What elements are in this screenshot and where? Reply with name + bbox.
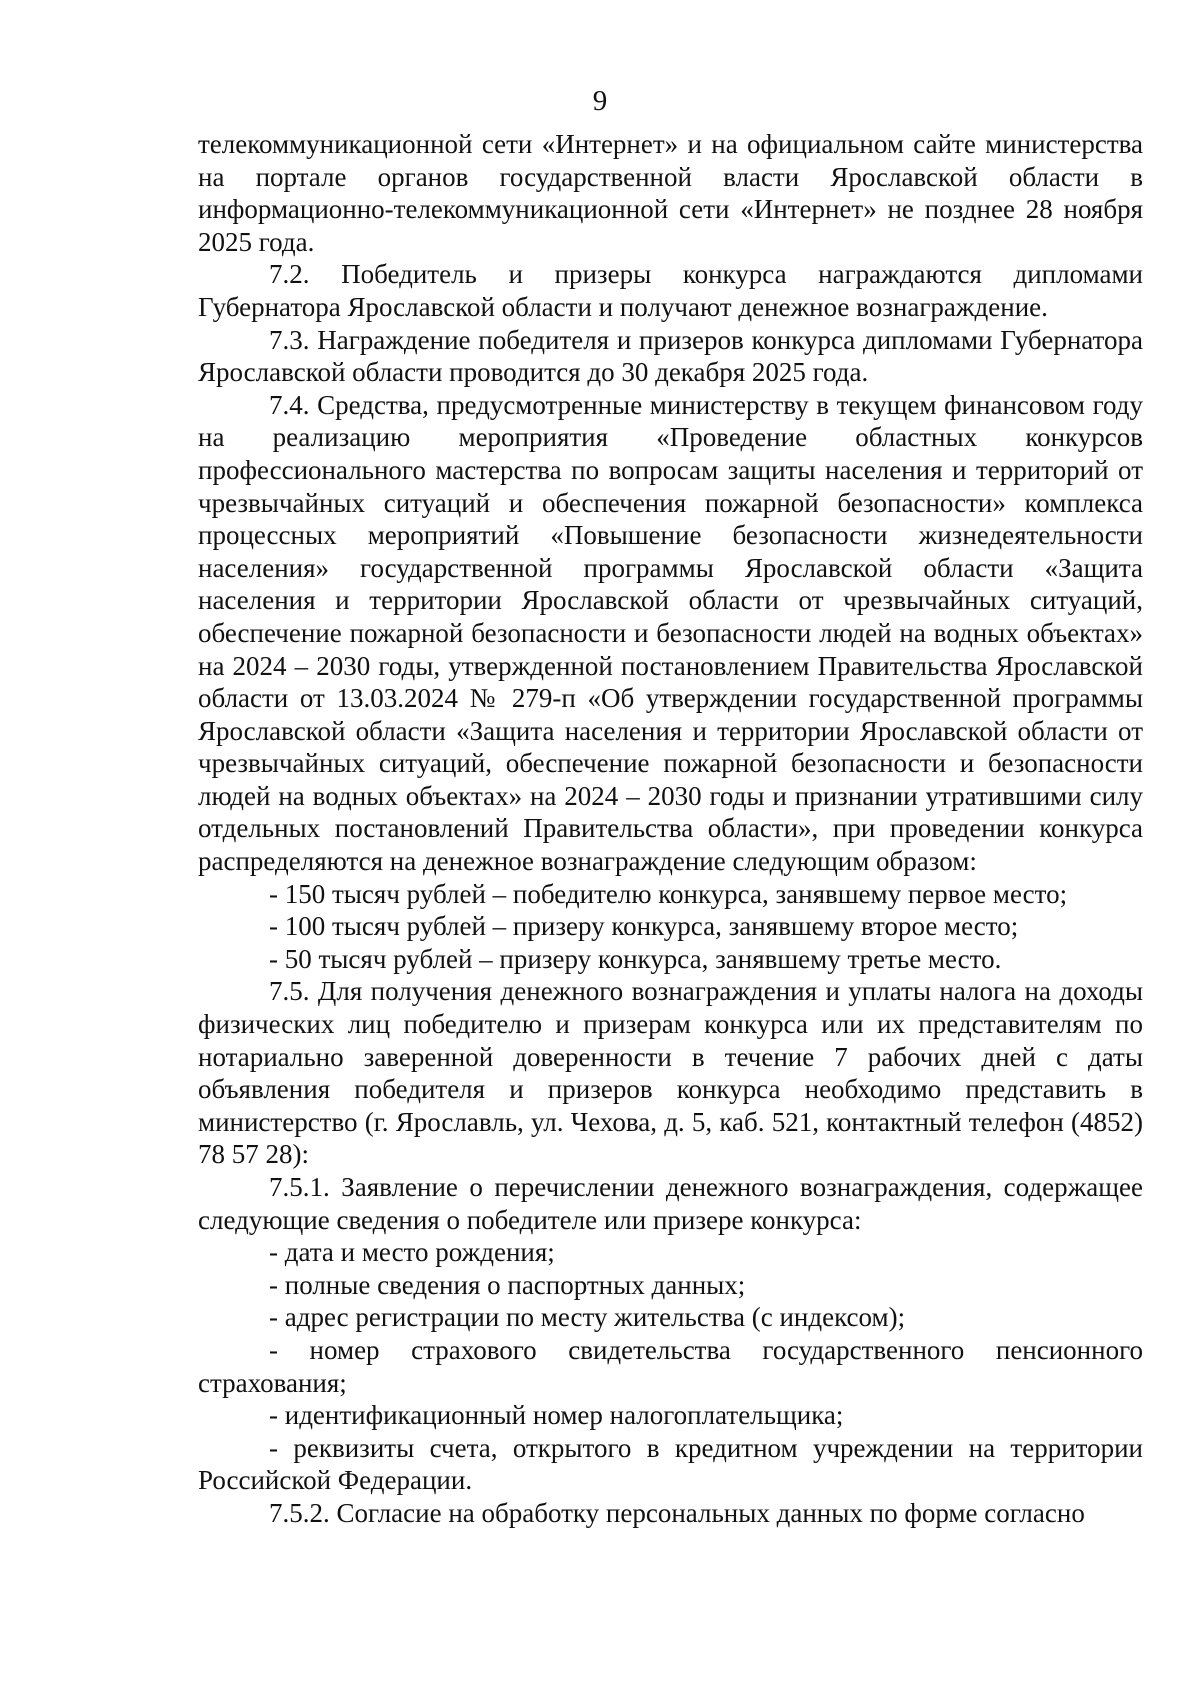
paragraph-7-5-1: 7.5.1. Заявление о перечислении денежного вознаграждения, содержащее следующие сведения о победителе или призере конкурса:	[198, 1172, 1143, 1235]
document-body	[198, 128, 1143, 1530]
paragraph-7-5: 7.5. Для получения денежного вознаграждения и уплаты налога на доходы физических лиц победителю и призерам конкурса или их представителям по нотариально заверенной доверенности в течение 7 рабочих дней с даты объявления победителя и призеров конкурса необходимо представить в министерство (г. Ярославль, ул. Чехова, д. 5, каб. 521, контактный телефон (4852) 78 57 28):	[198, 976, 1143, 1170]
paragraph-7-3: 7.3. Награждение победителя и призеров конкурса дипломами Губернатора Ярославской области проводится до 30 декабря 2025 года.	[198, 324, 1143, 388]
page-number: 9	[592, 85, 608, 117]
paragraph-7-4: 7.4. Средства, предусмотренные министерству в текущем финансовом году на реализацию мероприятия «Проведение областных конкурсов профессионального мастерства по вопросам защиты населения и территорий от чрезвычайных ситуаций и обеспечения пожарной безопасности» комплекса процессных мероприятий «Повышение безопасности жизнедеятельности населения» государственной программы Ярославской области «Защита населения и территории Ярославской области от чрезвычайных ситуаций, обеспечение пожарной безопасности и безопасности людей на водных объектах» на 2024 – 2030 годы, утвержденной постановлением Правительства Ярославской области от 13.03.2024 № 279-п «Об утверждении государственной программы Ярославской области «Защита населения и территории Ярославской области от чрезвычайных ситуаций, обеспечение пожарной безопасности и безопасности людей на водных объектах» на 2024 – 2030 годы и признании утратившими силу отдельных постановлений Правительства области», при проведении конкурса распределяются на денежное вознаграждение следующим образом:	[198, 389, 1143, 877]
list-item-insurance: - номер страхового свидетельства государственного пенсионного страхования;	[198, 1334, 1143, 1398]
list-item-address: - адрес регистрации по месту жительства (с индексом);	[269, 1302, 906, 1333]
list-item-prize-third: - 50 тысяч рублей – призеру конкурса, занявшему третье место.	[269, 943, 1002, 974]
list-item-inn: - идентификационный номер налогоплательщика;	[269, 1400, 844, 1431]
paragraph-7-5-2: 7.5.2. Согласие на обработку персональных данных по форме согласно	[269, 1497, 1085, 1528]
list-item-passport: - полные сведения о паспортных данных;	[269, 1269, 746, 1300]
list-item-bank-account: - реквизиты счета, открытого в кредитном учреждении на территории Российской Федерации.	[198, 1432, 1143, 1496]
list-item-prize-first: - 150 тысяч рублей – победителю конкурса, занявшему первое место;	[269, 878, 1068, 909]
paragraph-continuation: телекоммуникационной сети «Интернет» и на официальном сайте министерства на портале органов государственной власти Ярославской области в информационно-телекоммуникационной сети «Интернет» не позднее 28 ноября 2025 года.	[198, 129, 1143, 257]
list-item-prize-second: - 100 тысяч рублей – призеру конкурса, занявшему второе место;	[269, 911, 1019, 942]
paragraph-7-2: 7.2. Победитель и призеры конкурса награждаются дипломами Губернатора Ярославской области и получают денежное вознаграждение.	[198, 259, 1143, 322]
list-item-birth: - дата и место рождения;	[269, 1237, 555, 1268]
